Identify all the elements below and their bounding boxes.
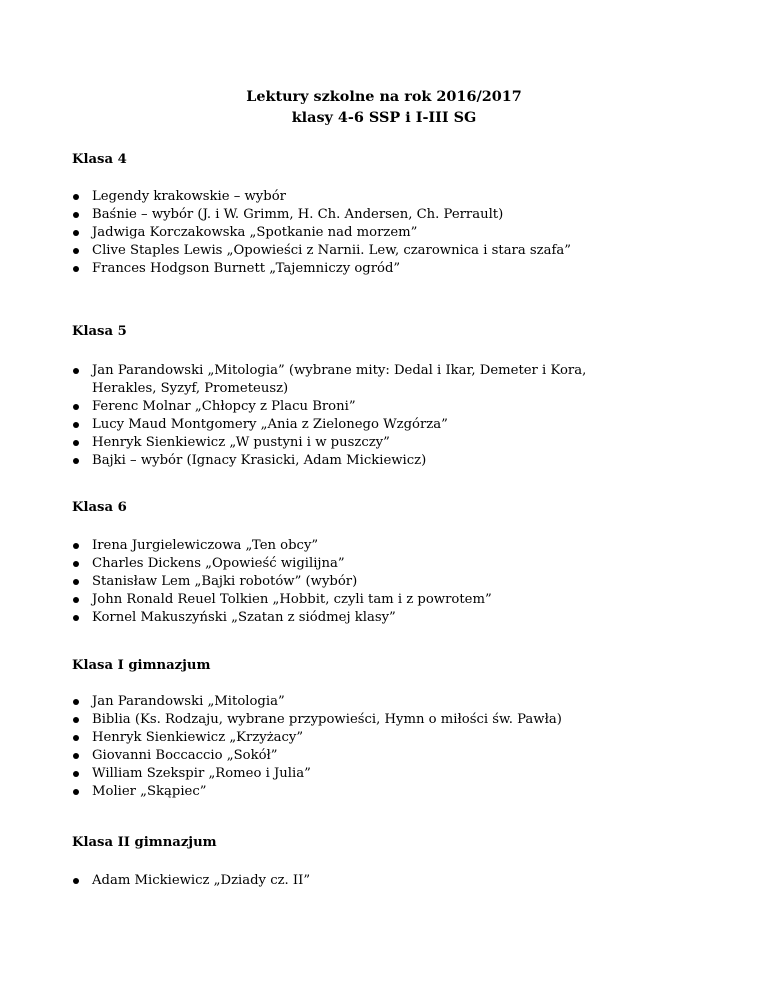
list-item: Kornel Makuszyński „Szatan z siódmej klasy” xyxy=(0,609,612,627)
list-item: Baśnie – wybór (J. i W. Grimm, H. Ch. Andersen, Ch. Perrault) xyxy=(0,206,612,224)
title-line-2: klasy 4-6 SSP i I-III SG xyxy=(291,109,477,126)
title-line-1: Lektury szkolne na rok 2016/2017 xyxy=(246,88,522,105)
section-heading-klasa-ii-gimnazjum: Klasa II gimnazjum xyxy=(72,835,217,850)
section-heading-klasa-4: Klasa 4 xyxy=(72,152,127,167)
section-heading-klasa-6: Klasa 6 xyxy=(72,500,127,515)
list-item: Frances Hodgson Burnett „Tajemniczy ogród” xyxy=(0,260,612,278)
section-heading-klasa-5: Klasa 5 xyxy=(72,324,127,339)
list-item: Legendy krakowskie – wybór xyxy=(0,188,612,206)
reading-list-klasa-i-gimnazjum xyxy=(0,693,768,801)
list-item: Charles Dickens „Opowieść wigilijna” xyxy=(0,555,612,573)
reading-list-klasa-ii-gimnazjum xyxy=(0,872,768,890)
reading-list-klasa-6 xyxy=(0,537,768,627)
list-item: Bajki – wybór (Ignacy Krasicki, Adam Mickiewicz) xyxy=(0,452,612,470)
list-item: Irena Jurgielewiczowa „Ten obcy” xyxy=(0,537,612,555)
list-item: Jan Parandowski „Mitologia” xyxy=(0,693,612,711)
list-item: Henryk Sienkiewicz „W pustyni i w puszczy” xyxy=(0,434,612,452)
reading-list-klasa-5 xyxy=(0,362,768,470)
list-item: Henryk Sienkiewicz „Krzyżacy” xyxy=(0,729,612,747)
list-item: Jadwiga Korczakowska „Spotkanie nad morzem” xyxy=(0,224,612,242)
list-item: Biblia (Ks. Rodzaju, wybrane przypowieści, Hymn o miłości św. Pawła) xyxy=(0,711,612,729)
list-item: John Ronald Reuel Tolkien „Hobbit, czyli tam i z powrotem” xyxy=(0,591,612,609)
list-item: Molier „Skąpiec” xyxy=(0,783,612,801)
list-item: William Szekspir „Romeo i Julia” xyxy=(0,765,612,783)
list-item: Adam Mickiewicz „Dziady cz. II” xyxy=(0,872,612,890)
list-item: Clive Staples Lewis „Opowieści z Narnii. Lew, czarownica i stara szafa” xyxy=(0,242,612,260)
section-heading-klasa-i-gimnazjum: Klasa I gimnazjum xyxy=(72,658,211,673)
list-item: Giovanni Boccaccio „Sokół” xyxy=(0,747,612,765)
reading-list-klasa-4 xyxy=(0,188,768,278)
list-item: Lucy Maud Montgomery „Ania z Zielonego Wzgórza” xyxy=(0,416,612,434)
document-title xyxy=(0,86,768,128)
list-item: Ferenc Molnar „Chłopcy z Placu Broni” xyxy=(0,398,612,416)
list-item: Jan Parandowski „Mitologia” (wybrane mity: Dedal i Ikar, Demeter i Kora, Herakles, Syzyf, Prometeusz) xyxy=(0,362,612,398)
list-item: Stanisław Lem „Bajki robotów” (wybór) xyxy=(0,573,612,591)
